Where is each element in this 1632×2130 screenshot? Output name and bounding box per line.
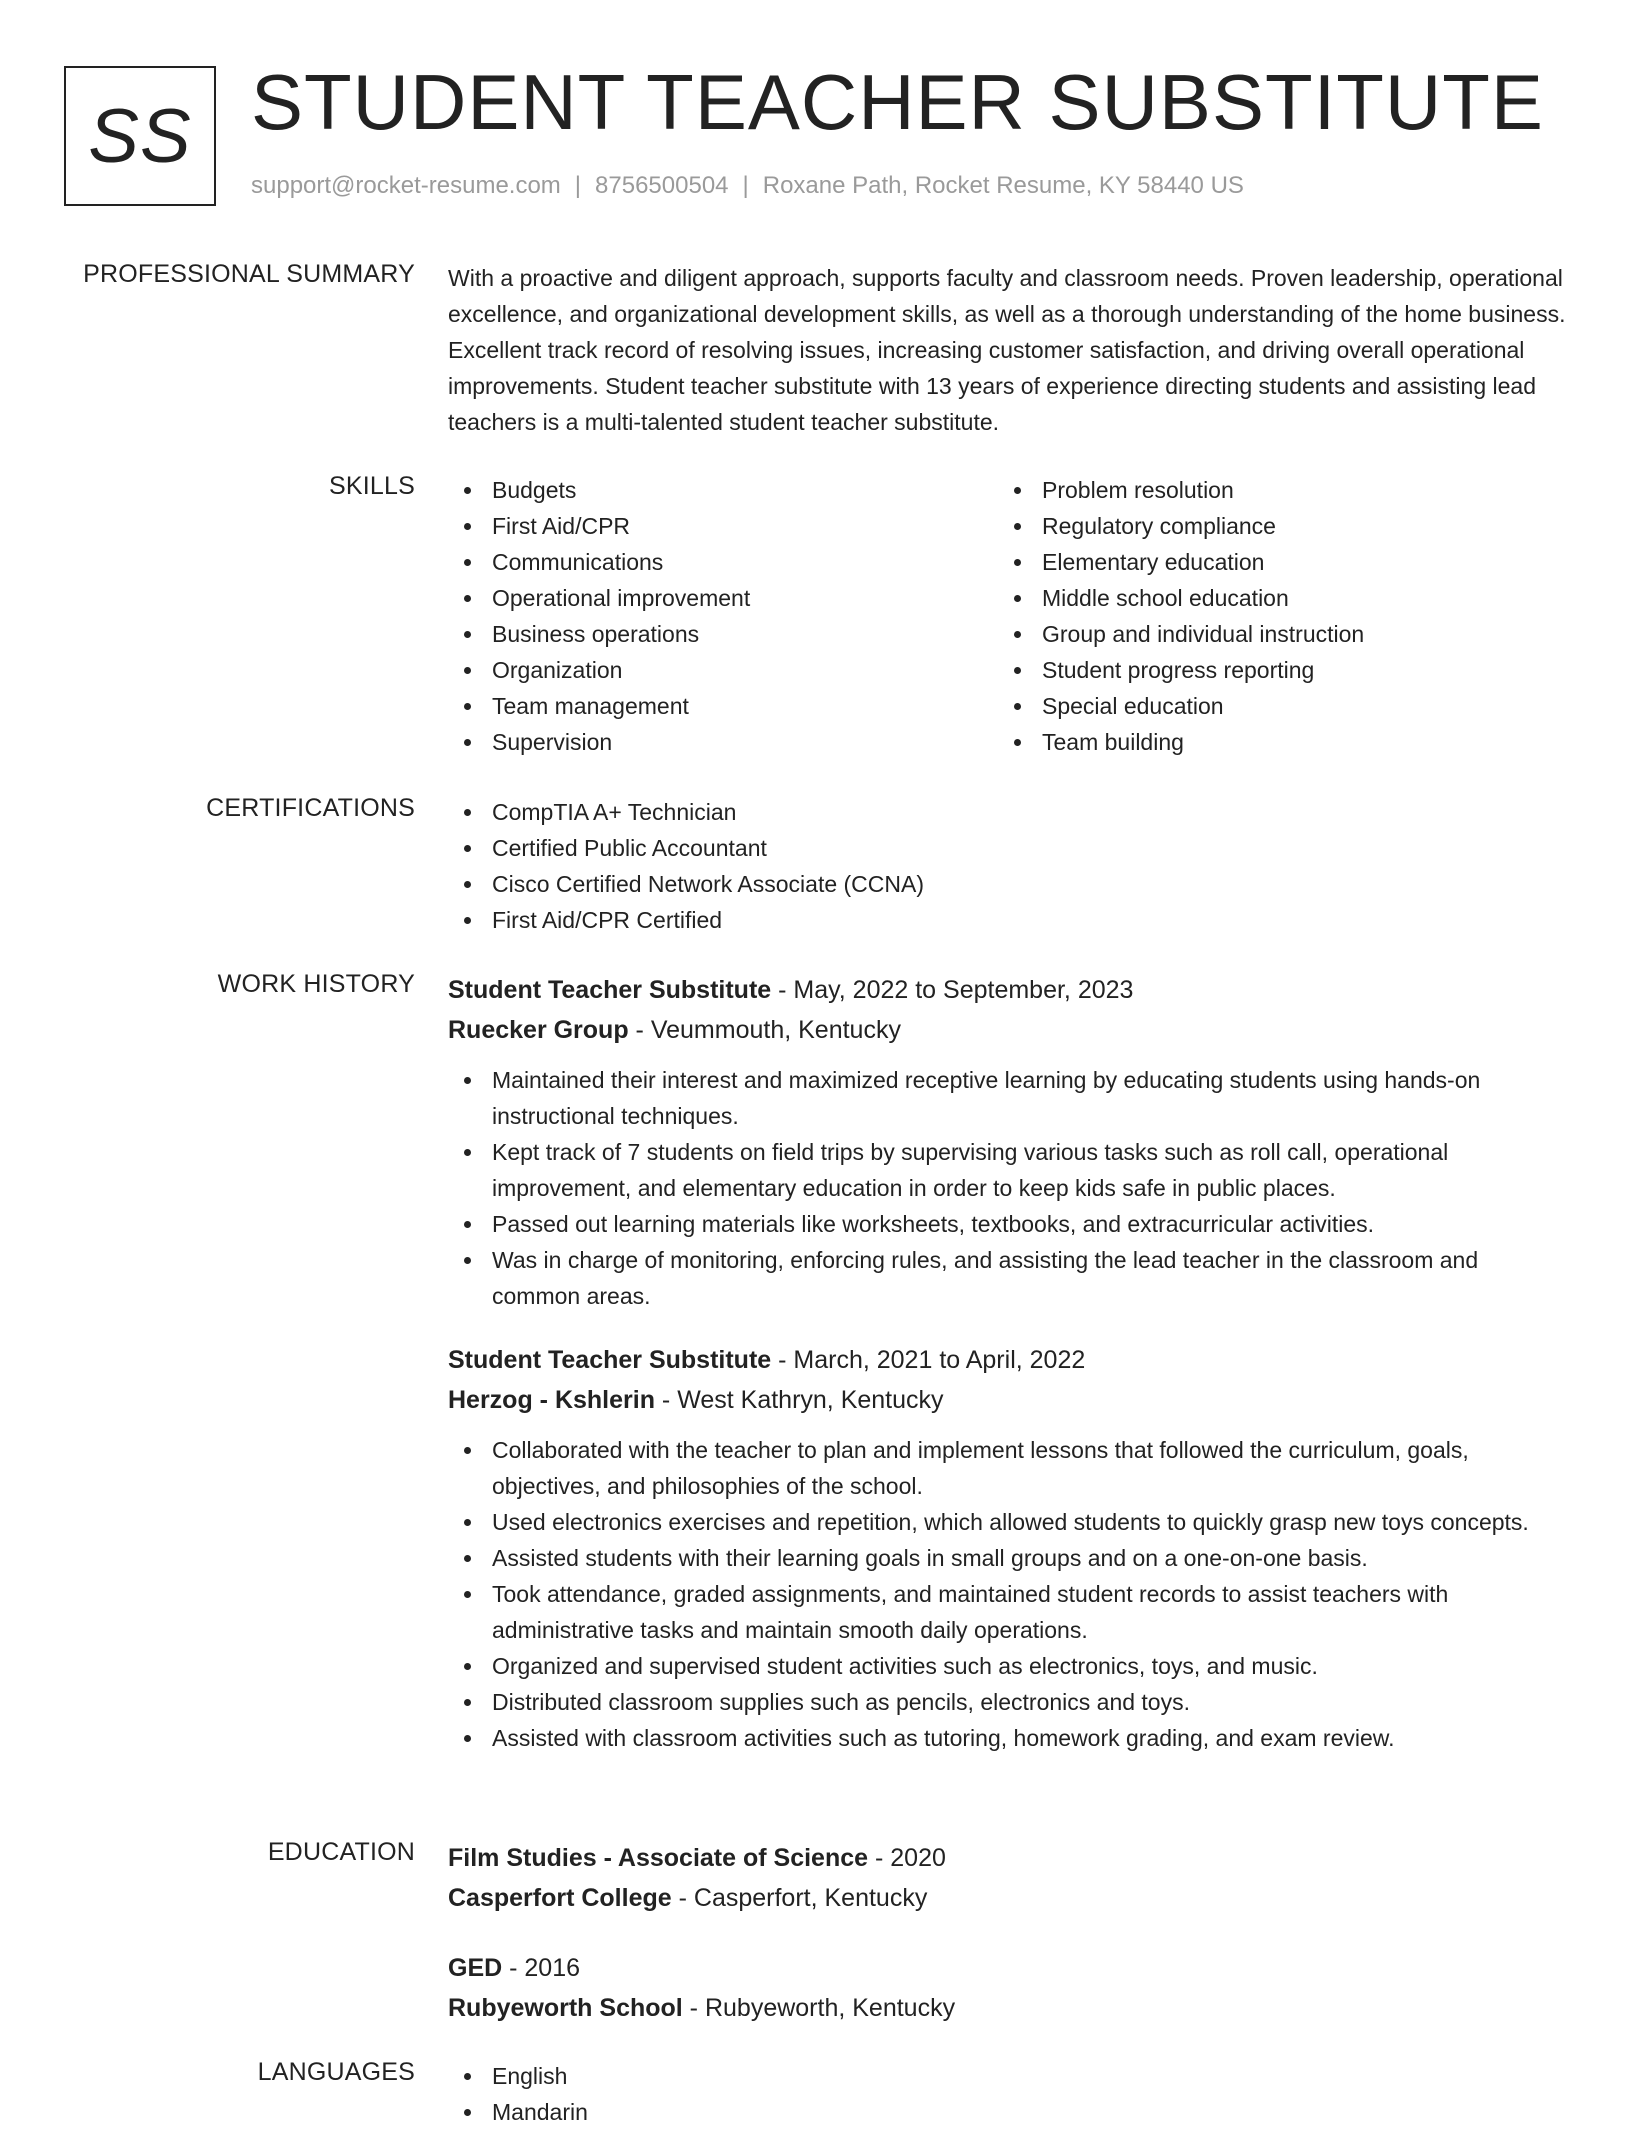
job-bullet: Organized and supervised student activities such as electronics, toys, and music.	[448, 1648, 1568, 1684]
job-bullets	[448, 1062, 1568, 1314]
certification-item: Certified Public Accountant	[448, 830, 1568, 866]
work-history-body	[448, 970, 1568, 1756]
job-title: Student Teacher Substitute	[448, 976, 772, 1004]
certifications-list	[448, 794, 1568, 938]
education-year: - 2016	[502, 1954, 581, 1982]
skill-item: Team management	[448, 688, 998, 724]
education-location: - Rubyeworth, Kentucky	[682, 1994, 956, 2022]
skills-list-left	[448, 472, 998, 760]
job-entry	[448, 970, 1568, 1314]
job-bullet: Was in charge of monitoring, enforcing rules, and assisting the lead teacher in the classroom and common areas.	[448, 1242, 1568, 1314]
job-title: Student Teacher Substitute	[448, 1346, 772, 1374]
monogram-box: SS	[64, 66, 216, 206]
language-item: Mandarin	[448, 2094, 1568, 2130]
contact-line	[251, 172, 1244, 200]
languages-body	[448, 2058, 1568, 2130]
education-entry	[448, 1838, 1568, 1918]
skill-item: Operational improvement	[448, 580, 998, 616]
education-heading: EDUCATION	[267, 1838, 415, 1866]
skill-item: Regulatory compliance	[998, 508, 1548, 544]
education-school: Rubyeworth School	[448, 1994, 683, 2022]
skill-item: Organization	[448, 652, 998, 688]
certification-item: Cisco Certified Network Associate (CCNA)	[448, 866, 1568, 902]
education-school-line	[448, 1988, 1568, 2028]
job-entry	[448, 1340, 1568, 1756]
job-company: Ruecker Group	[448, 1016, 629, 1044]
skill-item: Special education	[998, 688, 1548, 724]
job-bullet: Maintained their interest and maximized receptive learning by educating students using hands-on instructional techniques.	[448, 1062, 1568, 1134]
skill-item: Business operations	[448, 616, 998, 652]
job-company-line	[448, 1380, 1568, 1420]
skill-item: Team building	[998, 724, 1548, 760]
job-location: - Veummouth, Kentucky	[628, 1016, 901, 1044]
language-item: English	[448, 2058, 1568, 2094]
skill-item: First Aid/CPR	[448, 508, 998, 544]
work-history-heading: WORK HISTORY	[217, 970, 415, 998]
skill-item: Budgets	[448, 472, 998, 508]
languages-list	[448, 2058, 1568, 2130]
job-bullet: Passed out learning materials like worksheets, textbooks, and extracurricular activities.	[448, 1206, 1568, 1242]
contact-address: Roxane Path, Rocket Resume, KY 58440 US	[762, 172, 1244, 199]
job-bullet: Kept track of 7 students on field trips by supervising various tasks such as roll call, operational improvement, and elementary education in order to keep kids safe in public places.	[448, 1134, 1568, 1206]
job-location: - West Kathryn, Kentucky	[654, 1386, 944, 1414]
job-dates: - March, 2021 to April, 2022	[771, 1346, 1086, 1374]
job-title-line	[448, 970, 1568, 1010]
skills-list-right	[998, 472, 1548, 760]
job-bullet: Distributed classroom supplies such as pencils, electronics and toys.	[448, 1684, 1568, 1720]
education-degree: GED	[448, 1954, 503, 1982]
certifications-body	[448, 794, 1568, 938]
skills-grid	[448, 472, 1568, 760]
skill-item: Problem resolution	[998, 472, 1548, 508]
job-bullet: Took attendance, graded assignments, and maintained student records to assist teachers with administrative tasks and maintain smooth daily operations.	[448, 1576, 1568, 1648]
skill-item: Communications	[448, 544, 998, 580]
languages-heading: LANGUAGES	[257, 2058, 415, 2086]
skill-item: Middle school education	[998, 580, 1548, 616]
education-year: - 2020	[868, 1844, 946, 1872]
education-location: - Casperfort, Kentucky	[671, 1884, 928, 1912]
education-degree-line	[448, 1838, 1568, 1878]
certification-item: CompTIA A+ Technician	[448, 794, 1568, 830]
contact-separator: |	[742, 172, 749, 199]
job-company-line	[448, 1010, 1568, 1050]
skill-item: Student progress reporting	[998, 652, 1548, 688]
education-school: Casperfort College	[448, 1884, 672, 1912]
contact-phone: 8756500504	[595, 172, 729, 199]
job-bullet: Used electronics exercises and repetition, which allowed students to quickly grasp new toys concepts.	[448, 1504, 1568, 1540]
certifications-heading: CERTIFICATIONS	[206, 794, 415, 822]
resume-name: STUDENT TEACHER SUBSTITUTE	[251, 58, 1544, 146]
contact-email: support@rocket-resume.com	[251, 172, 561, 199]
summary-heading: PROFESSIONAL SUMMARY	[83, 260, 415, 288]
education-degree: Film Studies - Associate of Science	[448, 1844, 869, 1872]
summary-text: With a proactive and diligent approach, supports faculty and classroom needs. Proven leadership, operational excellence, and organizational development skills, as well as a thorough understanding of the home business. Excellent track record of resolving issues, increasing customer satisfaction, and driving overall operational improvements. Student teacher substitute with 13 years of experience directing students and assisting lead teachers is a multi-talented student teacher substitute.	[448, 265, 1566, 435]
job-company: Herzog - Kshlerin	[448, 1386, 655, 1414]
job-bullet: Assisted students with their learning goals in small groups and on a one-on-one basis.	[448, 1540, 1568, 1576]
skill-item: Group and individual instruction	[998, 616, 1548, 652]
skills-heading: SKILLS	[329, 472, 415, 500]
skill-item: Supervision	[448, 724, 998, 760]
education-school-line	[448, 1878, 1568, 1918]
contact-separator: |	[574, 172, 582, 199]
job-title-line	[448, 1340, 1568, 1380]
education-degree-line	[448, 1948, 1568, 1988]
certification-item: First Aid/CPR Certified	[448, 902, 1568, 938]
job-bullet: Collaborated with the teacher to plan and implement lessons that followed the curriculum, goals, objectives, and philosophies of the school.	[448, 1432, 1568, 1504]
job-bullets	[448, 1432, 1568, 1756]
education-entry	[448, 1948, 1568, 2028]
skill-item: Elementary education	[998, 544, 1548, 580]
job-dates: - May, 2022 to September, 2023	[771, 976, 1134, 1004]
education-body	[448, 1838, 1568, 2028]
job-bullet: Assisted with classroom activities such as tutoring, homework grading, and exam review.	[448, 1720, 1568, 1756]
